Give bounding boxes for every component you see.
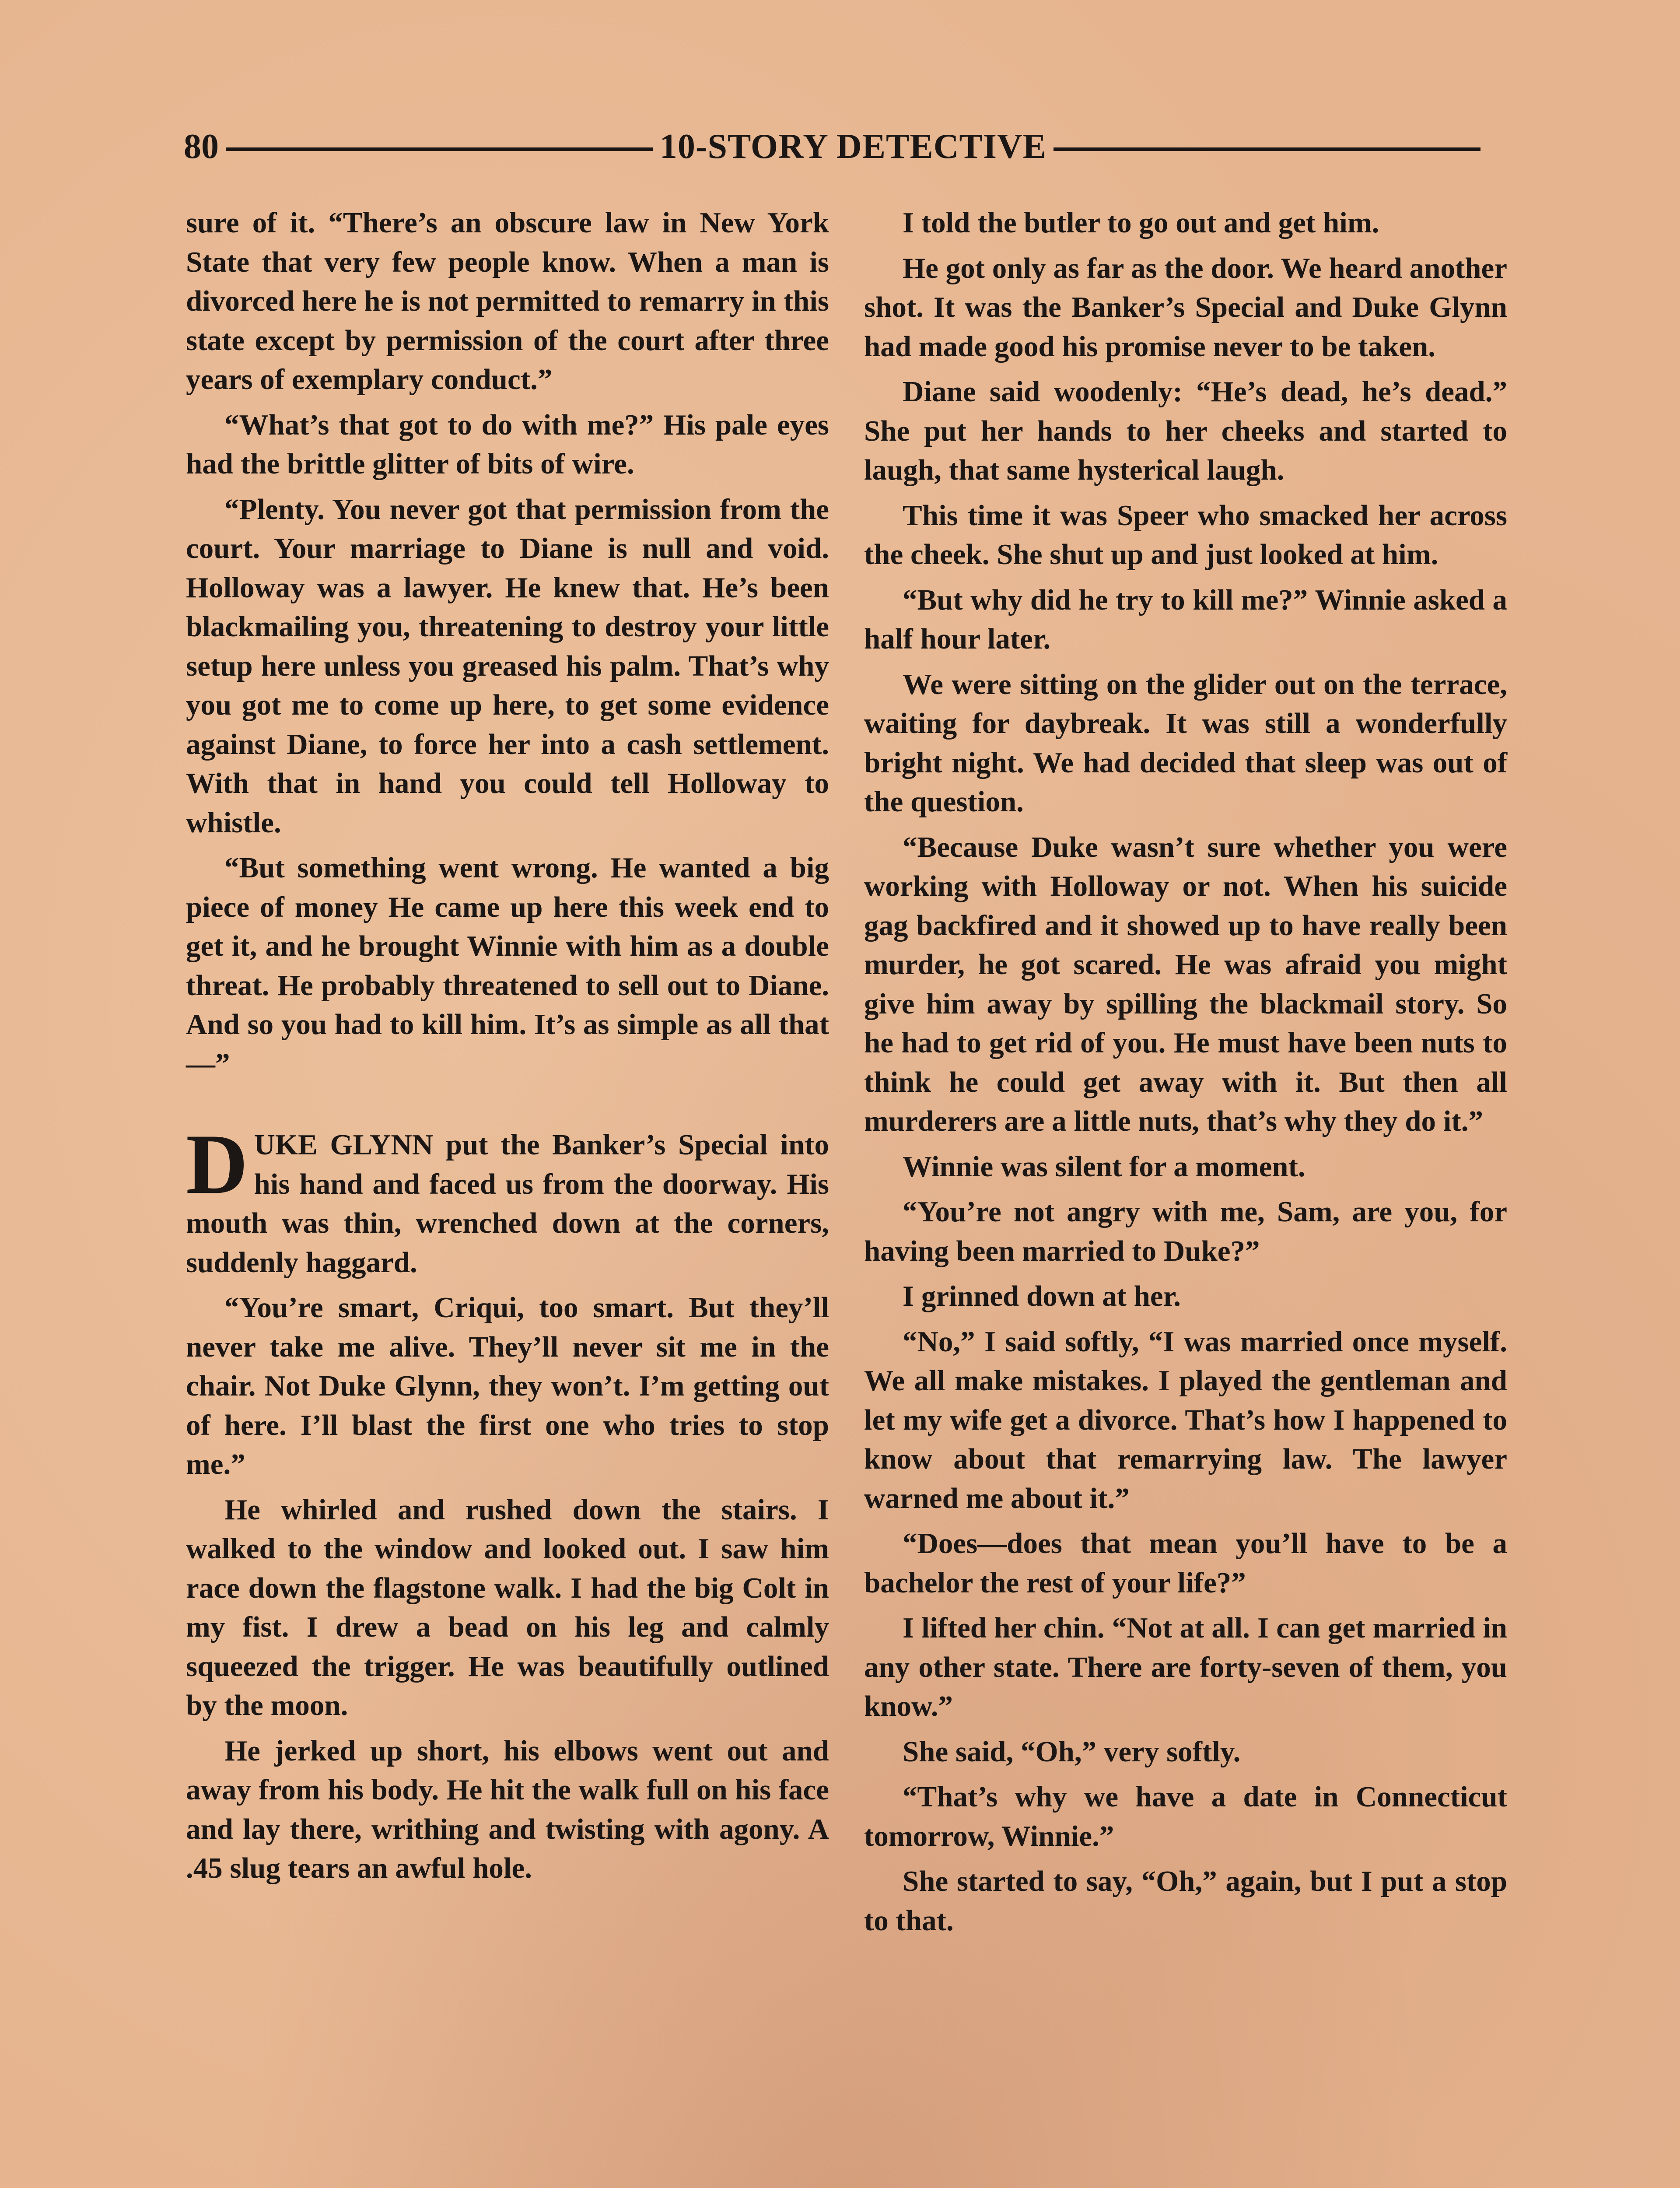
running-header (184, 123, 1488, 171)
paragraph: “Plenty. You never got that permission from the court. Your marriage to Diane is null and void. Holloway was a lawyer. He knew that. He’s been blackmailing you, threatening to destroy your little setup here unless you greased his palm. That’s why you got me to come up here, to get some evidence against Diane, to force her into a cash settlement. With that in hand you could tell Holloway to whistle. (186, 493, 829, 839)
magazine-title: 10-STORY DETECTIVE (659, 127, 1047, 166)
paragraph: “You’re smart, Criqui, too smart. But they’ll never take me alive. They’ll never sit me in the chair. Not Duke Glynn, they won’t. I’m getting out of here. I’ll blast the first one who tries to stop me.” (186, 1291, 829, 1480)
section-opening-paragraph (186, 1117, 829, 1282)
paragraph: We were sitting on the glider out on the terrace, waiting for daybreak. It was still a wonderfully bright night. We had decided that sleep was out of the question. (864, 668, 1507, 818)
header-rule-left (226, 147, 653, 151)
paragraph: He whirled and rushed down the stairs. I walked to the window and looked out. I saw him race down the flagstone walk. I had the big Colt in my fist. I drew a bead on his leg and calmly squeezed the trigger. He was beautifully outlined by the moon. (186, 1493, 829, 1722)
page-number: 80 (184, 127, 219, 166)
left-column (186, 203, 829, 1894)
right-column (864, 203, 1507, 1946)
paragraph: Winnie was silent for a moment. (903, 1150, 1306, 1183)
paragraph: This time it was Speer who smacked her across the cheek. She shut up and just looked at him. (864, 499, 1507, 571)
paragraph: He got only as far as the door. We heard another shot. It was the Banker’s Special and Duke Glynn had made good his promise never to be taken. (864, 252, 1507, 363)
paragraph-text: UKE GLYNN put the Banker’s Special into his hand and faced us from the doorway. His mouth was thin, wrenched down at the corners, suddenly haggard. (186, 1129, 829, 1279)
paragraph: “But something went wrong. He wanted a big piece of money He came up here this week end to get it, and he brought Winnie with him as a double threat. He probably threatened to sell out to Diane. And so you had to kill him. It’s as simple as all that—” (186, 852, 829, 1080)
paragraph: He jerked up short, his elbows went out and away from his body. He hit the walk full on his face and lay there, writhing and twisting with agony. A .45 slug tears an awful hole. (186, 1734, 829, 1884)
paragraph: I lifted her chin. “Not at all. I can get married in any other state. There are forty-seven of them, you know.” (864, 1612, 1507, 1722)
paragraph: “But why did he try to kill me?” Winnie asked a half hour later. (864, 583, 1507, 655)
drop-cap: D (186, 1117, 248, 1212)
paragraph: “That’s why we have a date in Connecticut tomorrow, Winnie.” (864, 1781, 1507, 1852)
paragraph: She started to say, “Oh,” again, but I put a stop to that. (864, 1865, 1507, 1937)
paragraph: “No,” I said softly, “I was married once myself. We all make mistakes. I played the gentleman and let my wife get a divorce. That’s how I happened to know about that remarrying law. The lawyer warned me about it.” (864, 1325, 1507, 1515)
paragraph: Diane said woodenly: “He’s dead, he’s dead.” She put her hands to her cheeks and started to laugh, that same hysterical laugh. (864, 375, 1507, 486)
paragraph: “Does—does that mean you’ll have to be a bachelor the rest of your life?” (864, 1527, 1507, 1599)
paragraph: “Because Duke wasn’t sure whether you were working with Holloway or not. When his suicide gag backfired and it showed up to have really been murder, he got scared. He was afraid you might give him away by spilling the blackmail story. So he had to get rid of you. He must have been nuts to think he could get away with it. But then all murderers are a little nuts, that’s why they do it.” (864, 831, 1507, 1137)
paragraph: She said, “Oh,” very softly. (903, 1735, 1241, 1768)
paragraph: I told the butler to go out and get him. (903, 207, 1379, 239)
paragraph: I grinned down at her. (903, 1280, 1181, 1312)
paragraph: “What’s that got to do with me?” His pale eyes had the brittle glitter of bits of wire. (186, 408, 829, 480)
paragraph: “You’re not angry with me, Sam, are you, for having been married to Duke?” (864, 1196, 1507, 1267)
header-rule-right (1054, 147, 1480, 151)
paragraph: sure of it. “There’s an obscure law in New York State that very few people know. When a man is divorced here he is not permitted to remarry in this state except by permission of the court after three years of exemplary conduct.” (186, 207, 829, 396)
